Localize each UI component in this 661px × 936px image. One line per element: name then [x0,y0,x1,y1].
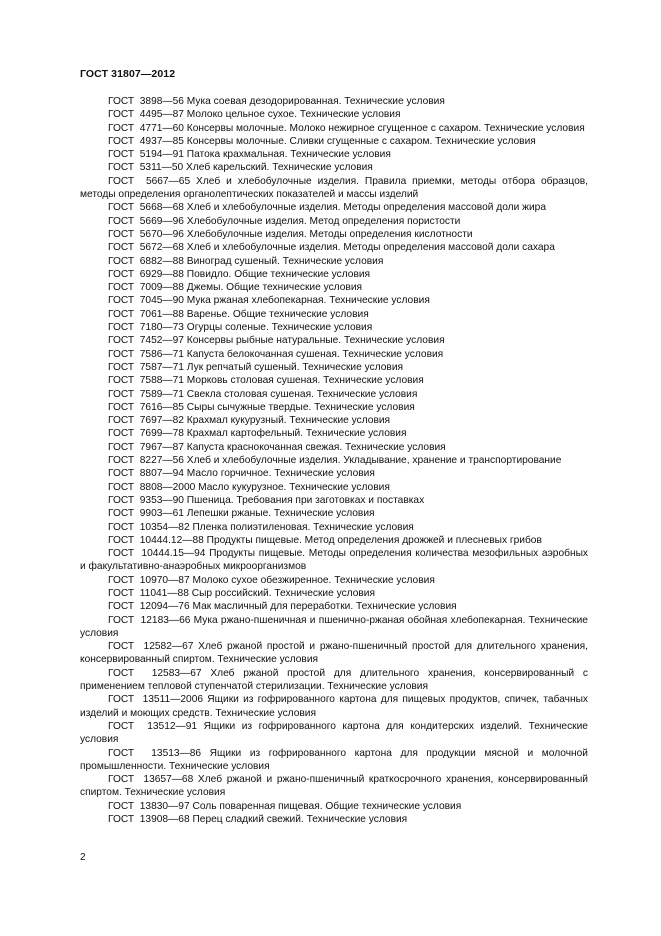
standard-title: Мука ржано-пшеничная и пшенично-ржаная обойная хлебопекарная. Технические условия [80,614,588,639]
standard-code: ГОСТ 12583—67 [108,667,202,679]
document-header: ГОСТ 31807—2012 [80,68,176,80]
standard-title: Крахмал кукурузный. Технические условия [186,415,391,427]
standard-code: ГОСТ 7589—71 [108,388,184,400]
standard-title: Варенье. Общие технические условия [186,308,369,320]
reference-entry [80,813,588,826]
standard-title: Перец сладкий свежий. Технические условия [192,814,408,826]
standard-title: Капуста белокочанная сушеная. Технические условия [186,348,444,360]
standard-title: Ящики из гофрированного картона для пищевых продуктов, спичек, табачных изделий и моющих средств. Технические условия [80,694,588,719]
reference-entry [80,201,588,214]
standard-title: Хлеб и хлебобулочные изделия. Методы определения массовой доли жира [186,202,546,214]
reference-entry [80,521,588,534]
reference-entry [80,122,588,135]
reference-entry [80,388,588,401]
reference-entry [80,747,588,774]
standard-title: Повидло. Общие технические условия [186,268,371,280]
standard-title: Масло горчичное. Технические условия [186,468,375,480]
reference-entry [80,321,588,334]
standard-code: ГОСТ 7009—88 [108,282,184,294]
standard-code: ГОСТ 7967—87 [108,441,184,453]
standard-title: Лук репчатый сушеный. Технические условия [186,361,404,373]
standard-title: Хлеб и хлебобулочные изделия. Правила приемки, методы отбора образцов, методы определения органолептических показателей и массы изделий [80,175,588,201]
reference-entry [80,334,588,347]
reference-entry [80,401,588,414]
standard-title: Крахмал картофельный. Технические условия [186,428,407,440]
standard-code: ГОСТ 10444.12—88 [108,534,204,546]
standard-code: ГОСТ 12094—76 [108,601,190,613]
standard-code: ГОСТ 7452—97 [108,335,184,347]
reference-entry [80,547,588,574]
standard-title: Консервы молочные. Молоко нежирное сгущенное с сахаром. Технические условия [186,122,585,134]
reference-entry [80,374,588,387]
reference-entry [80,640,588,667]
standard-title: Ящики из гофрированного картона для продукции мясной и молочной промышленности. Технические условия [80,747,588,772]
standard-code: ГОСТ 5668—68 [108,202,184,214]
standard-code: ГОСТ 13657—68 [108,774,194,786]
standard-title: Ящики из гофрированного картона для кондитерских изделий. Технические условия [80,720,588,746]
standard-title: Хлеб ржаной и ржано-пшеничный краткосрочного хранения, консервированный спиртом. Технические условия [80,774,588,799]
standard-code: ГОСТ 10970—87 [108,574,190,586]
reference-entry [80,281,588,294]
standard-title: Огурцы соленые. Технические условия [186,322,373,334]
reference-entry [80,507,588,520]
reference-entry [80,175,588,202]
standard-code: ГОСТ 3898—56 [108,96,184,107]
standard-code: ГОСТ 6882—88 [108,255,184,267]
standard-code: ГОСТ 7616—85 [108,401,184,413]
standard-code: ГОСТ 8807—94 [108,468,184,480]
standard-title: Джемы. Общие технические условия [186,282,363,294]
standard-title: Патока крахмальная. Технические условия [186,149,391,161]
standard-code: ГОСТ 4771—60 [108,122,184,134]
standard-code: ГОСТ 5194—91 [108,149,184,161]
standard-code: ГОСТ 5672—68 [108,242,184,254]
standard-code: ГОСТ 5667—65 [108,175,191,187]
reference-entry [80,241,588,254]
standard-title: Сыр российский. Технические условия [191,587,376,599]
standard-code: ГОСТ 12183—66 [108,614,191,626]
standard-title: Молоко цельное сухое. Технические условия [186,109,401,121]
standard-code: ГОСТ 7588—71 [108,375,184,387]
standard-title: Хлебобулочные изделия. Метод определения пористости [186,215,461,227]
standard-code: ГОСТ 10354—82 [108,521,190,533]
reference-entry [80,215,588,228]
reference-entry [80,494,588,507]
standard-title: Хлеб карельский. Технические условия [186,162,373,174]
standard-title: Виноград сушеный. Технические условия [186,255,384,267]
reference-entry [80,135,588,148]
reference-entry [80,481,588,494]
standard-code: ГОСТ 13830—97 [108,800,190,812]
reference-entry [80,161,588,174]
reference-entry [80,95,588,108]
standard-code: ГОСТ 5669—96 [108,215,184,227]
reference-entry [80,427,588,440]
standard-code: ГОСТ 7697—82 [108,415,184,427]
standard-code: ГОСТ 7180—73 [108,322,184,334]
standard-code: ГОСТ 7061—88 [108,308,184,320]
standard-code: ГОСТ 8227—56 [108,455,184,467]
standard-title: Хлеб и хлебобулочные изделия. Укладывание, хранение и транспортирование [186,455,562,467]
standard-code: ГОСТ 13908—68 [108,814,190,826]
reference-entry [80,800,588,813]
reference-entry [80,228,588,241]
standard-code: ГОСТ 13512—91 [108,720,198,732]
standard-title: Свекла столовая сушеная. Технические условия [186,388,418,400]
reference-entry [80,574,588,587]
standard-title: Пшеница. Требования при заготовках и поставках [186,494,425,506]
reference-entry [80,148,588,161]
standard-code: ГОСТ 13513—86 [108,747,202,759]
standard-title: Консервы молочные. Сливки сгущенные с сахаром. Технические условия [186,135,536,147]
standard-title: Капуста краснокочанная свежая. Технические условия [186,441,446,453]
standard-title: Хлеб ржаной простой для длительного хранения, консервированный с применением тепловой ступенчатой стерилизации. Технические условия [80,667,588,693]
standard-code: ГОСТ 7587—71 [108,361,184,373]
standard-title: Морковь столовая сушеная. Технические условия [186,375,424,387]
standard-title: Хлеб и хлебобулочные изделия. Методы определения массовой доли сахара [186,242,555,254]
reference-entry [80,348,588,361]
standard-title: Сыры сычужные твердые. Технические условия [186,401,415,413]
standard-code: ГОСТ 11041—88 [108,587,189,599]
standard-title: Продукты пищевые. Метод определения дрожжей и плесневых грибов [206,534,542,546]
reference-entry [80,534,588,547]
standard-code: ГОСТ 10444.15—94 [108,548,206,560]
reference-entry [80,308,588,321]
standard-code: ГОСТ 4937—85 [108,135,184,147]
reference-entry [80,773,588,800]
standard-title: Пленка полиэтиленовая. Технические условия [192,521,414,533]
reference-entry [80,720,588,747]
reference-entry [80,667,588,694]
standard-code: ГОСТ 7045—90 [108,295,184,307]
reference-entry [80,361,588,374]
standard-title: Продукты пищевые. Методы определения количества мезофильных аэробных и факультативно-анаэробных микроорганизмов [80,548,588,573]
standard-code: ГОСТ 5311—50 [108,162,184,174]
standard-code: ГОСТ 13511—2006 [108,694,204,706]
reference-entry [80,255,588,268]
reference-entry [80,614,588,641]
standard-title: Лепешки ржаные. Технические условия [186,508,375,520]
reference-entry [80,467,588,480]
standard-code: ГОСТ 9903—61 [108,508,184,520]
standard-code: ГОСТ 4495—87 [108,109,184,121]
reference-entry [80,414,588,427]
reference-entry [80,600,588,613]
standard-code: ГОСТ 7699—78 [108,428,184,440]
normative-references-list [80,95,588,826]
reference-entry [80,108,588,121]
reference-entry [80,441,588,454]
standard-title: Мука ржаная хлебопекарная. Технические условия [186,295,430,307]
standard-code: ГОСТ 8808—2000 [108,481,196,493]
standard-title: Молоко сухое обезжиренное. Технические условия [192,574,435,586]
reference-entry [80,693,588,720]
standard-title: Соль поваренная пищевая. Общие технические условия [192,800,462,812]
standard-code: ГОСТ 9353—90 [108,494,184,506]
reference-entry [80,268,588,281]
standard-code: ГОСТ 6929—88 [108,268,184,280]
standard-title: Консервы рыбные натуральные. Технические условия [186,335,445,347]
page-number: 2 [80,852,86,863]
standard-code: ГОСТ 5670—96 [108,228,184,240]
reference-entry [80,294,588,307]
reference-entry [80,454,588,467]
reference-entry [80,587,588,600]
standard-title: Хлебобулочные изделия. Методы определения кислотности [186,228,473,240]
standard-title: Масло кукурузное. Технические условия [198,481,390,493]
standard-title: Хлеб ржаной простой и ржано-пшеничный простой для длительного хранения, консервированный спиртом. Технические условия [80,641,588,666]
standard-code: ГОСТ 7586—71 [108,348,184,360]
standard-code: ГОСТ 12582—67 [108,641,194,653]
standard-title: Мак масличный для переработки. Технические условия [192,601,457,613]
standard-title: Мука соевая дезодорированная. Технические условия [186,96,445,107]
